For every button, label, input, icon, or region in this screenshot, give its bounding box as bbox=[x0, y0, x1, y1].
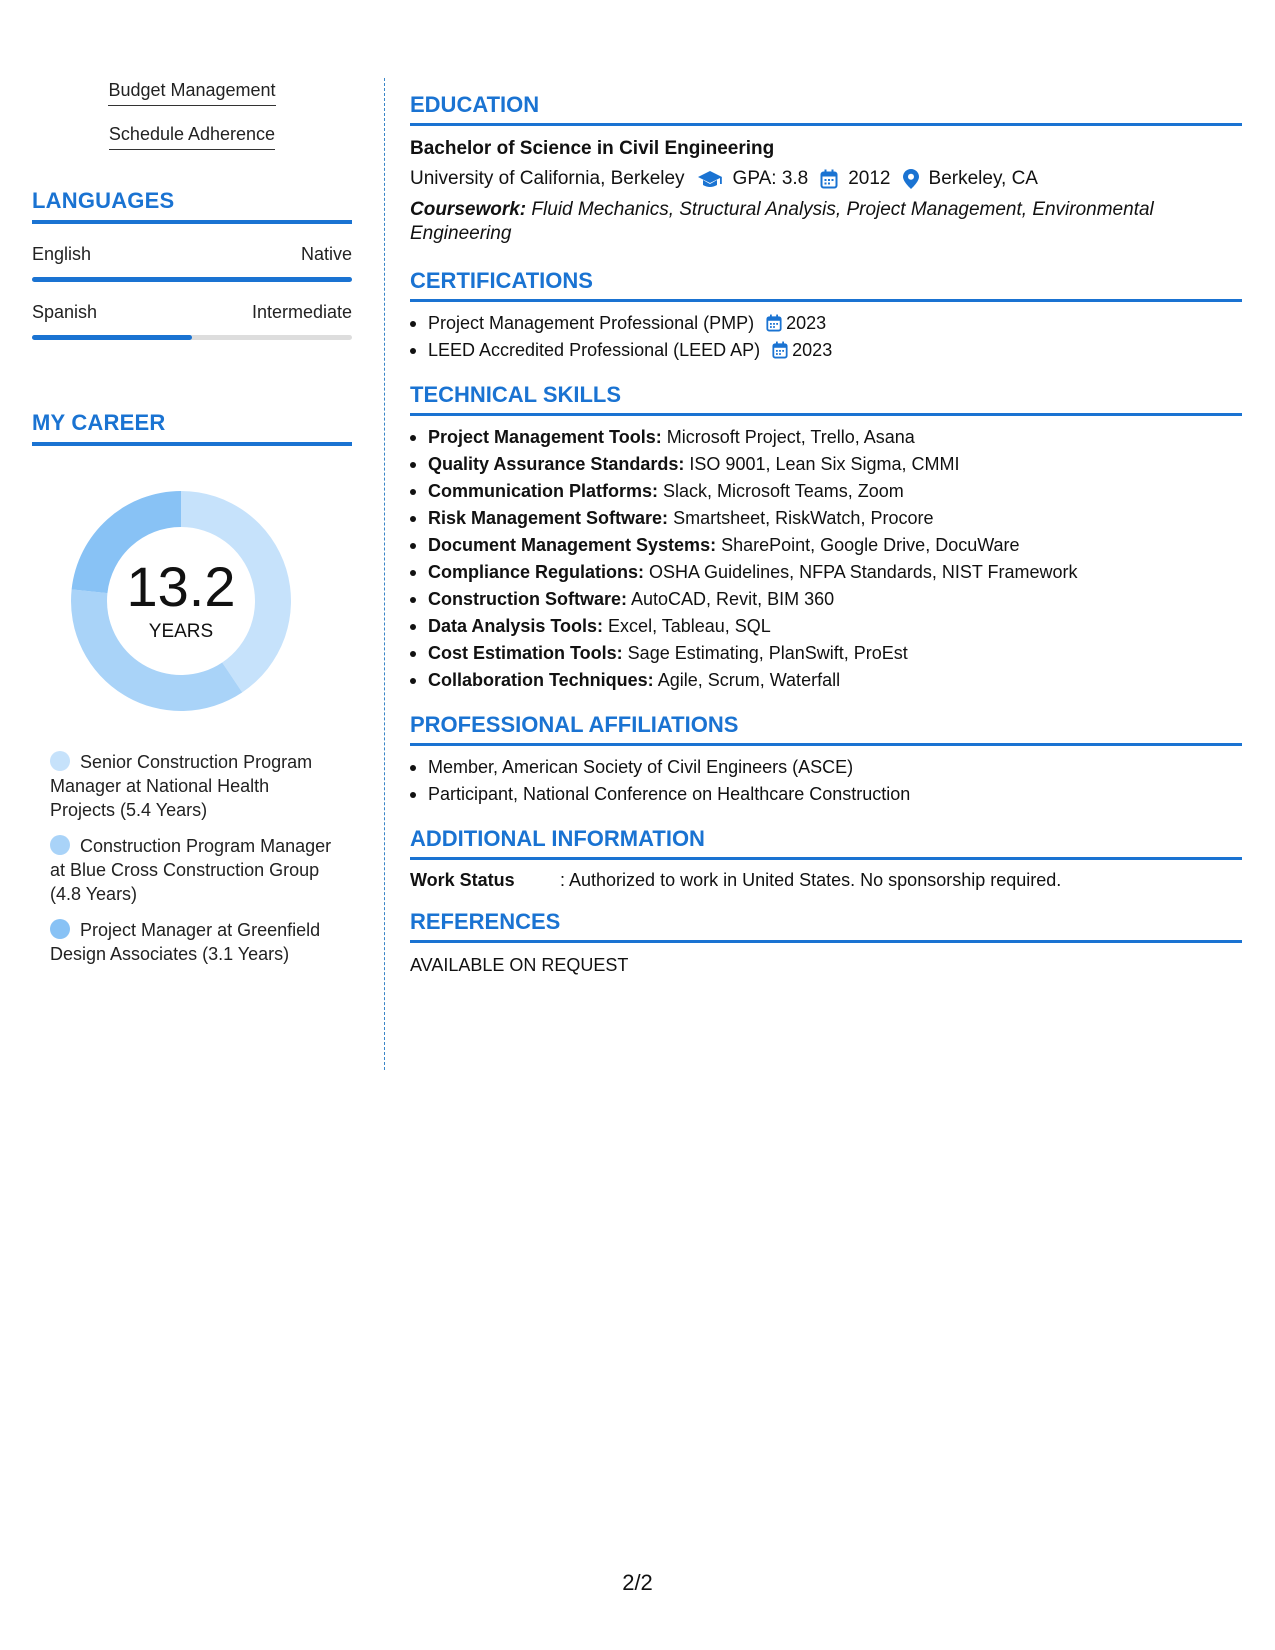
language-bar bbox=[32, 335, 352, 340]
certifications-title: CERTIFICATIONS bbox=[410, 268, 1242, 302]
skill-value: OSHA Guidelines, NFPA Standards, NIST Framework bbox=[644, 562, 1078, 582]
skill-label: Collaboration Techniques: bbox=[428, 670, 654, 690]
affiliations-section bbox=[410, 712, 1242, 808]
career-total-years: 13.2 bbox=[126, 555, 236, 618]
skill-label: Data Analysis Tools: bbox=[428, 616, 604, 636]
legend-dot bbox=[50, 751, 70, 771]
technical-skills-title: TECHNICAL SKILLS bbox=[410, 382, 1242, 416]
career-legend-text: Construction Program Manager at Blue Cross Construction Group (4.8 Years) bbox=[50, 836, 332, 904]
certification-year: 2023 bbox=[792, 340, 833, 360]
skill-tag bbox=[32, 80, 352, 106]
skill-tag bbox=[32, 124, 352, 150]
language-item bbox=[32, 244, 352, 282]
skill-tag-label: Schedule Adherence bbox=[109, 124, 275, 150]
work-status-row bbox=[410, 870, 1242, 891]
skill-item bbox=[410, 640, 1242, 667]
coursework-list: Fluid Mechanics, Structural Analysis, Project Management, Environmental Engineering bbox=[410, 199, 1154, 244]
affiliation-item: Participant, National Conference on Healthcare Construction bbox=[410, 781, 1242, 808]
certification-item bbox=[410, 337, 1242, 364]
calendar-icon bbox=[772, 341, 788, 359]
map-pin-icon bbox=[903, 169, 919, 189]
certification-name: Project Management Professional (PMP) bbox=[428, 313, 755, 333]
additional-info-section bbox=[410, 826, 1242, 891]
skill-value: Slack, Microsoft Teams, Zoom bbox=[658, 481, 904, 501]
legend-dot bbox=[50, 835, 70, 855]
coursework bbox=[410, 198, 1242, 246]
technical-skills-list bbox=[410, 424, 1242, 694]
language-row bbox=[32, 244, 352, 265]
career-legend bbox=[32, 750, 332, 966]
references-text: AVAILABLE ON REQUEST bbox=[410, 955, 629, 975]
work-status-value: : Authorized to work in United States. No sponsorship required. bbox=[560, 870, 1062, 890]
work-status-label: Work Status bbox=[410, 870, 515, 890]
language-bar bbox=[32, 277, 352, 282]
skill-value: Smartsheet, RiskWatch, Procore bbox=[668, 508, 934, 528]
skill-item bbox=[410, 424, 1242, 451]
skill-label: Document Management Systems: bbox=[428, 535, 717, 555]
career-section bbox=[32, 410, 352, 966]
calendar-icon bbox=[820, 169, 838, 189]
career-title: MY CAREER bbox=[32, 410, 352, 446]
calendar-icon bbox=[766, 314, 782, 332]
certification-name: LEED Accredited Professional (LEED AP) bbox=[428, 340, 761, 360]
career-total-unit: YEARS bbox=[148, 621, 214, 642]
skill-value: ISO 9001, Lean Six Sigma, CMMI bbox=[684, 454, 960, 474]
education-section bbox=[410, 92, 1242, 246]
gpa: GPA: 3.8 bbox=[732, 168, 809, 189]
career-legend-item bbox=[50, 834, 332, 906]
skill-item bbox=[410, 478, 1242, 505]
career-donut-chart bbox=[66, 486, 296, 716]
graduation-year: 2012 bbox=[848, 168, 891, 189]
skill-value: Excel, Tableau, SQL bbox=[603, 616, 771, 636]
affiliations-list bbox=[410, 754, 1242, 808]
skill-label: Project Management Tools: bbox=[428, 427, 662, 447]
skill-item bbox=[410, 505, 1242, 532]
page-number: 2/2 bbox=[622, 1570, 653, 1595]
skill-value: AutoCAD, Revit, BIM 360 bbox=[627, 589, 835, 609]
skill-value: SharePoint, Google Drive, DocuWare bbox=[716, 535, 1020, 555]
skill-label: Communication Platforms: bbox=[428, 481, 659, 501]
references-title: REFERENCES bbox=[410, 909, 1242, 943]
school-location: Berkeley, CA bbox=[928, 168, 1038, 189]
technical-skills-section bbox=[410, 382, 1242, 694]
skill-value: Microsoft Project, Trello, Asana bbox=[661, 427, 915, 447]
language-bar-fill bbox=[32, 277, 352, 282]
languages-section bbox=[32, 188, 352, 340]
certification-year: 2023 bbox=[786, 313, 827, 333]
career-legend-text: Project Manager at Greenfield Design Associates (3.1 Years) bbox=[50, 920, 321, 964]
additional-info-title: ADDITIONAL INFORMATION bbox=[410, 826, 1242, 860]
skill-item bbox=[410, 613, 1242, 640]
skill-label: Risk Management Software: bbox=[428, 508, 669, 528]
affiliation-item: Member, American Society of Civil Engineers (ASCE) bbox=[410, 754, 1242, 781]
skill-label: Cost Estimation Tools: bbox=[428, 643, 623, 663]
right-column bbox=[410, 92, 1242, 990]
affiliations-title: PROFESSIONAL AFFILIATIONS bbox=[410, 712, 1242, 746]
skill-tag-label: Budget Management bbox=[108, 80, 275, 106]
coursework-label: Coursework: bbox=[410, 199, 527, 220]
skill-value: Agile, Scrum, Waterfall bbox=[653, 670, 841, 690]
left-column bbox=[32, 80, 352, 978]
skill-label: Compliance Regulations: bbox=[428, 562, 645, 582]
language-row bbox=[32, 302, 352, 323]
language-level: Native bbox=[300, 244, 352, 264]
donut-center bbox=[66, 486, 296, 716]
language-item bbox=[32, 302, 352, 340]
career-legend-item bbox=[50, 750, 332, 822]
skill-item bbox=[410, 667, 1242, 694]
skill-label: Construction Software: bbox=[428, 589, 628, 609]
column-divider bbox=[384, 78, 385, 1070]
language-name: English bbox=[32, 244, 92, 264]
career-legend-text: Senior Construction Program Manager at National Health Projects (5.4 Years) bbox=[50, 752, 313, 820]
graduation-cap-icon bbox=[697, 169, 723, 189]
language-name: Spanish bbox=[32, 302, 98, 322]
certifications-section bbox=[410, 268, 1242, 364]
skill-item bbox=[410, 451, 1242, 478]
skill-item bbox=[410, 586, 1242, 613]
degree: Bachelor of Science in Civil Engineering bbox=[410, 138, 775, 159]
education-title: EDUCATION bbox=[410, 92, 1242, 126]
skill-value: Sage Estimating, PlanSwift, ProEst bbox=[622, 643, 908, 663]
career-legend-item bbox=[50, 918, 332, 966]
language-level: Intermediate bbox=[251, 302, 352, 322]
language-bar-fill bbox=[32, 335, 192, 340]
school-name: University of California, Berkeley bbox=[410, 168, 685, 189]
skill-label: Quality Assurance Standards: bbox=[428, 454, 685, 474]
education-details bbox=[410, 168, 1242, 190]
legend-dot bbox=[50, 919, 70, 939]
languages-title: LANGUAGES bbox=[32, 188, 352, 224]
certification-item bbox=[410, 310, 1242, 337]
skill-item bbox=[410, 559, 1242, 586]
references-section bbox=[410, 909, 1242, 976]
certifications-list bbox=[410, 310, 1242, 364]
skill-item bbox=[410, 532, 1242, 559]
